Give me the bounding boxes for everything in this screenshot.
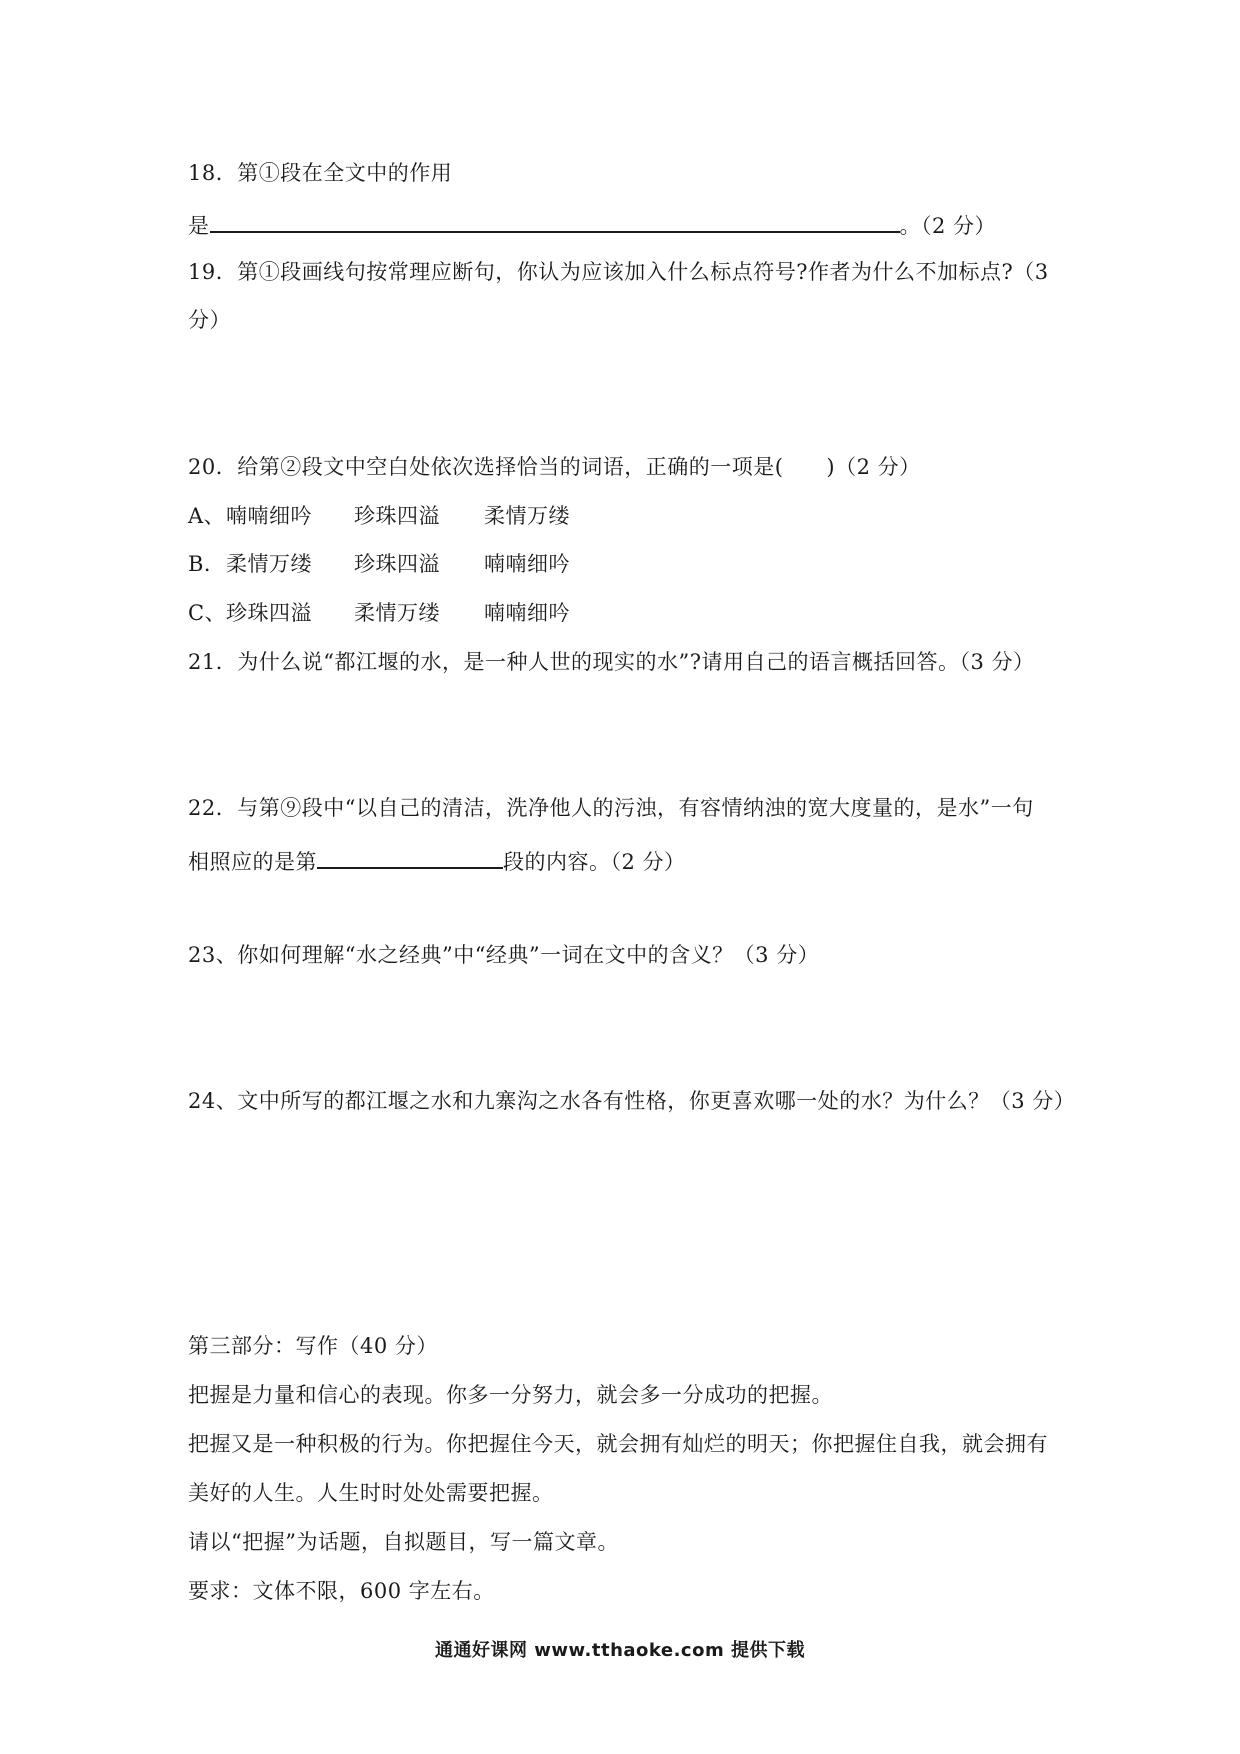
writing-paragraph-2-cont: 美好的人生。人生时时处处需要把握。 — [188, 1481, 554, 1505]
q18-stem: 18．第①段在全文中的作用 — [188, 161, 453, 185]
option-word: 珍珠四溢 — [354, 552, 440, 576]
writing-paragraph-2: 把握又是一种积极的行为。你把握住今天，就会拥有灿烂的明天；你把握住自我，就会拥有 — [188, 1432, 1048, 1456]
option-word: 喃喃细吟 — [484, 552, 570, 576]
q22-blank[interactable] — [317, 843, 503, 869]
q22-answer-line — [188, 843, 686, 877]
option-label: A、 — [188, 504, 226, 528]
q21-stem: 21．为什么说“都江堰的水，是一种人世的现实的水”?请用自己的语言概括回答。（3 分） — [188, 650, 1035, 674]
q22-stem: 22．与第⑨段中“以自己的清洁，洗净他人的污浊，有容情纳浊的宽大度量的，是水”一句 — [188, 796, 1034, 820]
option-word: 珍珠四溢 — [226, 601, 312, 625]
q22-suffix: 段的内容。（2 分） — [503, 850, 686, 874]
option-label: B． — [188, 552, 226, 576]
option-label: C、 — [188, 601, 227, 625]
q22-prefix: 相照应的是第 — [188, 850, 317, 874]
writing-paragraph-1: 把握是力量和信心的表现。你多一分努力，就会多一分成功的把握。 — [188, 1383, 833, 1407]
q23-stem: 23、你如何理解“水之经典”中“经典”一词在文中的含义？（3 分） — [188, 943, 820, 967]
q18-answer-line — [188, 207, 996, 241]
option-word: 珍珠四溢 — [354, 504, 440, 528]
q19-stem: 19．第①段画线句按常理应断句，你认为应该加入什么标点符号?作者为什么不加标点?（3 — [188, 260, 1049, 284]
option-word: 柔情万缕 — [354, 601, 440, 625]
q24-stem: 24、文中所写的都江堰之水和九寨沟之水各有性格，你更喜欢哪一处的水？为什么？（3 分） — [188, 1089, 1076, 1113]
footer-source: 通通好课网 www.tthaoke.com 提供下载 — [435, 1640, 805, 1661]
option-word: 柔情万缕 — [226, 552, 312, 576]
q19-stem-cont: 分） — [188, 308, 231, 332]
writing-requirements: 要求：文体不限，600 字左右。 — [188, 1579, 495, 1603]
q18-blank[interactable] — [210, 207, 900, 233]
q20-option-b — [188, 549, 570, 579]
q20-option-c — [188, 598, 570, 628]
q18-prefix: 是 — [188, 214, 210, 238]
option-word: 喃喃细吟 — [226, 504, 312, 528]
option-word: 喃喃细吟 — [484, 601, 570, 625]
writing-heading: 第三部分：写作（40 分） — [188, 1334, 438, 1358]
q20-stem: 20．给第②段文中空白处依次选择恰当的词语，正确的一项是( )（2 分） — [188, 455, 921, 479]
q18-suffix: 。（2 分） — [899, 214, 997, 238]
option-word: 柔情万缕 — [484, 504, 570, 528]
writing-prompt: 请以“把握”为话题，自拟题目，写一篇文章。 — [188, 1530, 619, 1554]
q20-option-a — [188, 501, 570, 531]
